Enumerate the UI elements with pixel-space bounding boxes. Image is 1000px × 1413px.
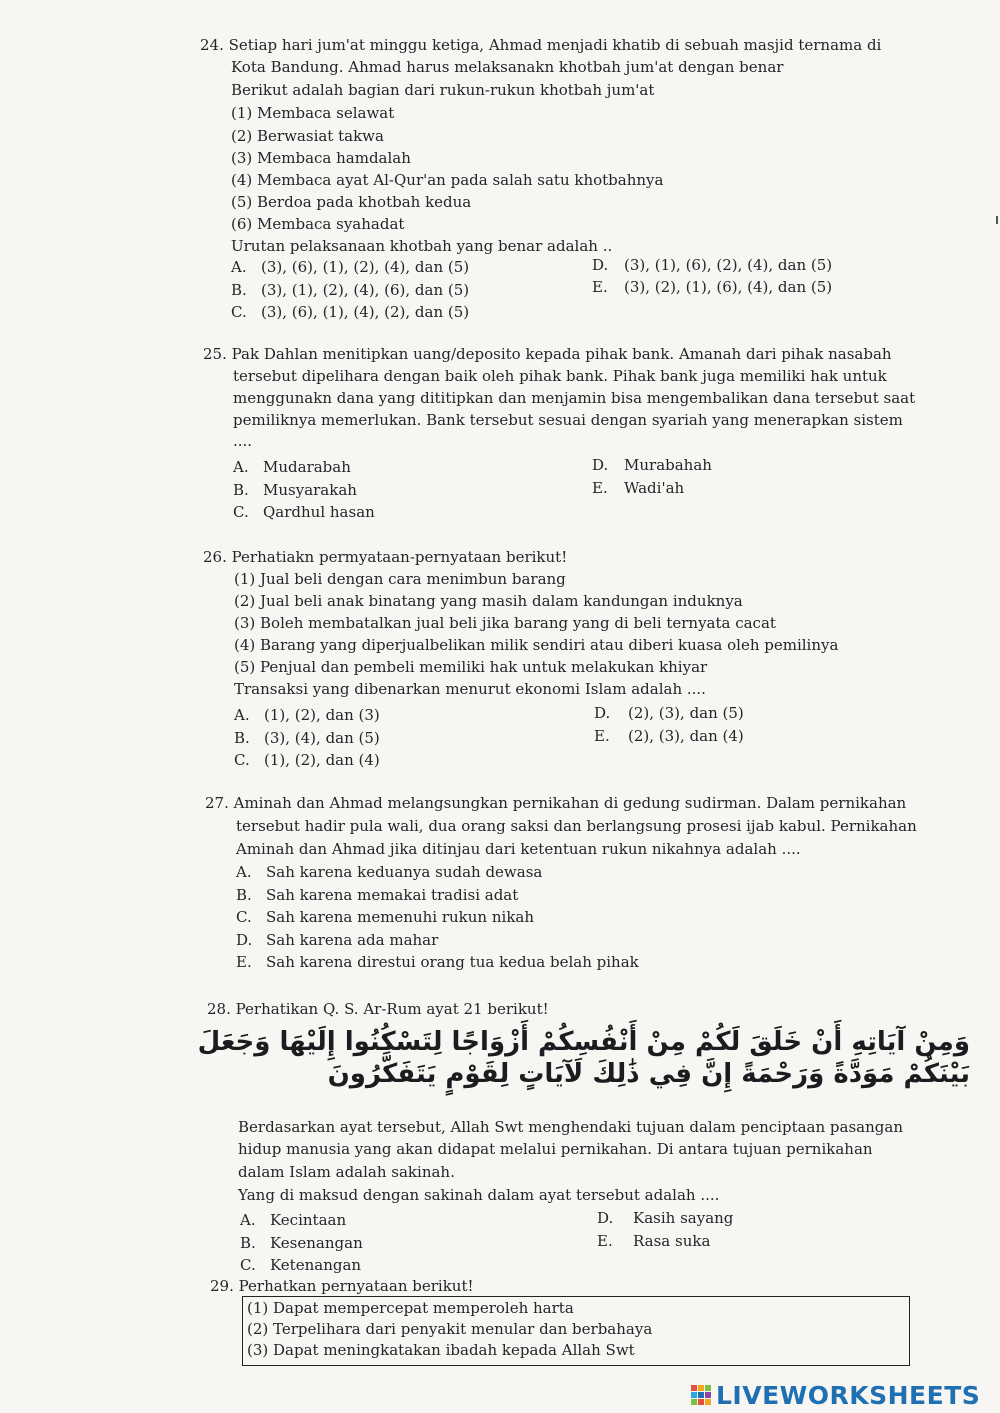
q24-option-a[interactable] <box>231 258 470 276</box>
q27-option-b[interactable] <box>236 886 519 904</box>
option-text: Kasih sayang <box>633 1209 734 1227</box>
option-text: Kecintaan <box>270 1211 347 1229</box>
q28-option-a[interactable] <box>240 1211 347 1229</box>
option-letter: D. <box>592 456 609 474</box>
q24-item: (3) Membaca hamdalah <box>231 149 411 167</box>
q25-stem-line: pemiliknya memerlukan. Bank tersebut sesuai dengan syariah yang menerapkan sistem <box>233 411 903 429</box>
q26-item: (4) Barang yang diperjualbelikan milik sendiri atau diberi kuasa oleh pemilinya <box>234 636 839 654</box>
q28-question: Yang di maksud dengan sakinah dalam ayat tersebut adalah .... <box>238 1186 720 1204</box>
option-text: Sah karena ada mahar <box>266 931 439 949</box>
option-text: (3), (4), dan (5) <box>264 729 380 747</box>
q28-body-line: Berdasarkan ayat tersebut, Allah Swt menghendaki tujuan dalam penciptaan pasangan <box>238 1118 903 1136</box>
option-letter: B. <box>240 1234 256 1252</box>
option-text: (1), (2), dan (4) <box>264 751 380 769</box>
option-letter: A. <box>234 706 250 724</box>
q28-option-c[interactable] <box>240 1256 362 1274</box>
option-text: Sah karena memakai tradisi adat <box>266 886 519 904</box>
option-text: (1), (2), dan (3) <box>264 706 380 724</box>
option-letter: D. <box>594 704 611 722</box>
option-text: (2), (3), dan (4) <box>628 727 744 745</box>
liveworksheets-logo[interactable] <box>690 1380 980 1410</box>
q25-stem-line: menggunakn dana yang dititipkan dan menjamin bisa mengembalikan dana tersebut saat <box>233 389 916 407</box>
q26-option-d[interactable] <box>594 704 744 722</box>
quran-verse-ar-rum-21 <box>197 1026 970 1092</box>
option-letter: E. <box>597 1232 613 1250</box>
q29-item: (1) Dapat mempercepat memperoleh harta <box>247 1299 574 1317</box>
q24-option-e[interactable] <box>592 278 833 296</box>
q25-stem-line: .... <box>233 432 253 450</box>
q28-body-line: hidup manusia yang akan didapat melalui pernikahan. Di antara tujuan pernikahan <box>238 1140 873 1158</box>
option-letter: E. <box>592 479 608 497</box>
q25-stem-line: 25. Pak Dahlan menitipkan uang/deposito kepada pihak bank. Amanah dari pihak nasabah <box>203 345 892 363</box>
q27-option-c[interactable] <box>236 908 535 926</box>
option-letter: A. <box>233 458 249 476</box>
q28-option-d[interactable] <box>597 1209 734 1227</box>
q27-option-e[interactable] <box>236 953 639 971</box>
liveworksheets-logo-icon <box>690 1384 712 1406</box>
option-letter: B. <box>236 886 252 904</box>
q24-option-b[interactable] <box>231 281 470 299</box>
q27-stem-line: 27. Aminah dan Ahmad melangsungkan pernikahan di gedung sudirman. Dalam pernikahan <box>205 794 907 812</box>
liveworksheets-logo-text: LIVEWORKSHEETS <box>716 1380 981 1410</box>
q28-body-line: dalam Islam adalah sakinah. <box>238 1163 455 1181</box>
q24-item: (4) Membaca ayat Al-Qur'an pada salah satu khotbahnya <box>231 171 664 189</box>
q24-stem-line: 24. Setiap hari jum'at minggu ketiga, Ahmad menjadi khatib di sebuah masjid ternama di <box>200 36 882 54</box>
q26-option-c[interactable] <box>234 751 380 769</box>
q27-option-a[interactable] <box>236 863 543 881</box>
option-letter: E. <box>594 727 610 745</box>
q26-question: Transaksi yang dibenarkan menurut ekonomi Islam adalah .... <box>234 680 706 698</box>
q24-option-d[interactable] <box>592 256 833 274</box>
option-letter: C. <box>231 303 247 321</box>
option-text: Sah karena memenuhi rukun nikah <box>266 908 535 926</box>
option-text: (3), (1), (6), (2), (4), dan (5) <box>624 256 833 274</box>
option-letter: B. <box>233 481 249 499</box>
option-letter: A. <box>236 863 252 881</box>
q25-option-b[interactable] <box>233 481 357 499</box>
q24-item: (6) Membaca syahadat <box>231 215 405 233</box>
option-letter: D. <box>592 256 609 274</box>
option-text: (3), (6), (1), (2), (4), dan (5) <box>261 258 470 276</box>
q27-option-d[interactable] <box>236 931 439 949</box>
q26-item: (1) Jual beli dengan cara menimbun barang <box>234 570 566 588</box>
option-letter: C. <box>236 908 252 926</box>
option-text: Ketenangan <box>270 1256 362 1274</box>
option-letter: E. <box>236 953 252 971</box>
q24-question: Urutan pelaksanaan khotbah yang benar adalah .. <box>231 237 613 255</box>
q25-option-d[interactable] <box>592 456 712 474</box>
q26-option-b[interactable] <box>234 729 380 747</box>
option-text: (3), (1), (2), (4), (6), dan (5) <box>261 281 470 299</box>
q29-stem: 29. Perhatkan pernyataan berikut! <box>210 1277 474 1295</box>
option-letter: B. <box>231 281 247 299</box>
option-text: (2), (3), dan (5) <box>628 704 744 722</box>
arabic-line: بَيْنَكُمْ مَوَدَّةً وَرَحْمَةً إِنَّ فِي ذَٰلِكَ لَآيَاتٍ لِقَوْمٍ يَتَفَكَّرُونَ <box>327 1059 970 1089</box>
q29-item: (3) Dapat meningkatakan ibadah kepada Allah Swt <box>247 1341 635 1359</box>
q24-stem-line: Berikut adalah bagian dari rukun-rukun khotbah jum'at <box>231 81 655 99</box>
option-letter: E. <box>592 278 608 296</box>
q26-option-e[interactable] <box>594 727 744 745</box>
q25-option-e[interactable] <box>592 479 685 497</box>
q29-statement-box <box>242 1296 910 1366</box>
q26-option-a[interactable] <box>234 706 380 724</box>
option-text: Sah karena keduanya sudah dewasa <box>266 863 543 881</box>
q28-stem: 28. Perhatikan Q. S. Ar-Rum ayat 21 berikut! <box>207 1000 549 1018</box>
q26-stem: 26. Perhatiakn permyataan-pernyataan berikut! <box>203 548 568 566</box>
option-text: Qardhul hasan <box>263 503 375 521</box>
option-letter: A. <box>231 258 247 276</box>
option-letter: C. <box>234 751 250 769</box>
q24-item: (5) Berdoa pada khotbah kedua <box>231 193 472 211</box>
q25-option-a[interactable] <box>233 458 351 476</box>
option-text: Murabahah <box>624 456 712 474</box>
option-text: Mudarabah <box>263 458 351 476</box>
q28-option-e[interactable] <box>597 1232 711 1250</box>
option-text: Musyarakah <box>263 481 357 499</box>
q26-item: (2) Jual beli anak binatang yang masih dalam kandungan induknya <box>234 592 743 610</box>
option-letter: C. <box>240 1256 256 1274</box>
q24-item: (1) Membaca selawat <box>231 104 395 122</box>
option-text: Kesenangan <box>270 1234 363 1252</box>
q27-stem-line: Aminah dan Ahmad jika ditinjau dari ketentuan rukun nikahnya adalah .... <box>236 840 801 858</box>
q25-option-c[interactable] <box>233 503 375 521</box>
option-text: Rasa suka <box>633 1232 711 1250</box>
q26-item: (5) Penjual dan pembeli memiliki hak untuk melakukan khiyar <box>234 658 708 676</box>
arabic-line: وَمِنْ آيَاتِهِ أَنْ خَلَقَ لَكُمْ مِنْ أَنْفُسِكُمْ أَزْوَاجًا لِتَسْكُنُوا إِلَيْهَا وَجَعَلَ <box>197 1027 970 1057</box>
option-letter: A. <box>240 1211 256 1229</box>
option-letter: B. <box>234 729 250 747</box>
option-text: Sah karena direstui orang tua kedua belah pihak <box>266 953 639 971</box>
q24-option-c[interactable] <box>231 303 470 321</box>
q27-stem-line: tersebut hadir pula wali, dua orang saksi dan berlangsung prosesi ijab kabul. Pernikahan <box>236 817 917 835</box>
option-text: Wadi'ah <box>624 479 685 497</box>
option-letter: D. <box>236 931 253 949</box>
option-text: (3), (2), (1), (6), (4), dan (5) <box>624 278 833 296</box>
q24-stem-line: Kota Bandung. Ahmad harus melaksanakn khotbah jum'at dengan benar <box>231 58 784 76</box>
scan-mark <box>996 216 998 224</box>
q26-item: (3) Boleh membatalkan jual beli jika barang yang di beli ternyata cacat <box>234 614 776 632</box>
option-letter: D. <box>597 1209 614 1227</box>
option-letter: C. <box>233 503 249 521</box>
q24-item: (2) Berwasiat takwa <box>231 127 384 145</box>
option-text: (3), (6), (1), (4), (2), dan (5) <box>261 303 470 321</box>
q28-option-b[interactable] <box>240 1234 363 1252</box>
q25-stem-line: tersebut dipelihara dengan baik oleh pihak bank. Pihak bank juga memiliki hak untuk <box>233 367 887 385</box>
q29-item: (2) Terpelihara dari penyakit menular dan berbahaya <box>247 1320 653 1338</box>
